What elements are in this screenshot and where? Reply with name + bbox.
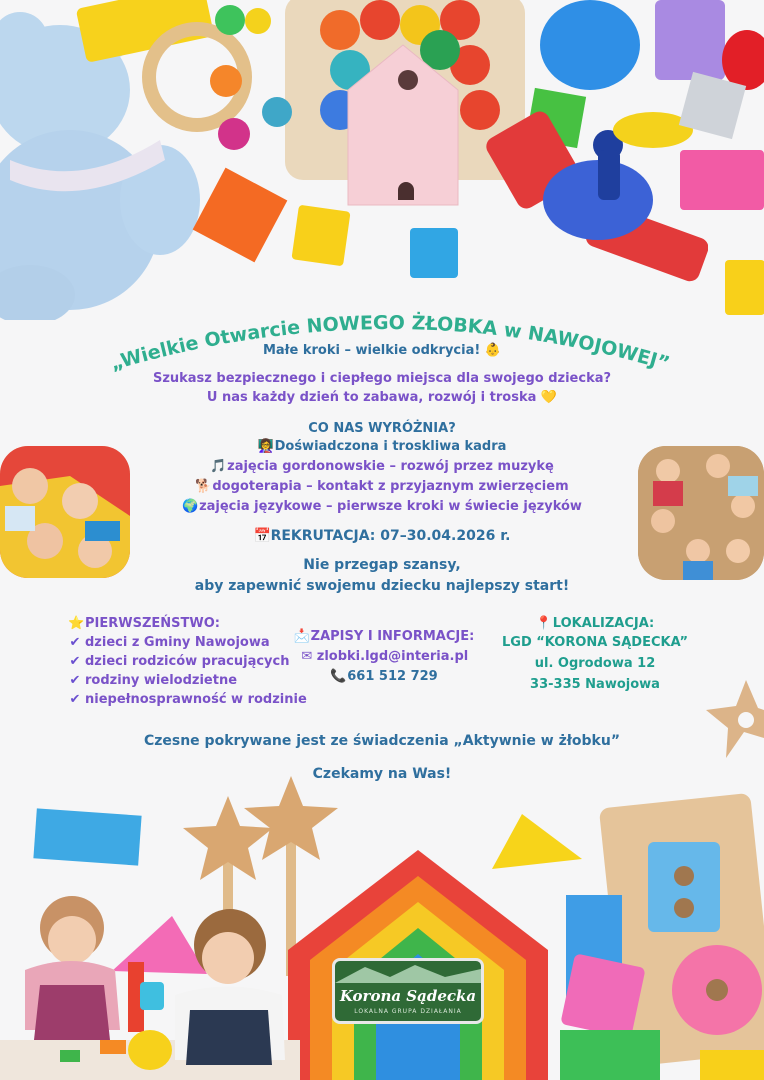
phone-icon: 📞 <box>330 669 347 684</box>
pink-lego-toy <box>560 953 645 1038</box>
toy-airplane <box>478 90 708 300</box>
recruitment-text: REKRUTACJA: 07–30.04.2026 r. <box>270 528 511 544</box>
contact-email[interactable]: ✉ zlobki.lgd@interia.pl <box>301 649 469 664</box>
bead-toy <box>210 65 242 97</box>
calendar-icon: 📅 <box>253 528 272 544</box>
priority-heading: ⭐PIERWSZEŃSTWO: <box>68 616 220 631</box>
check-icon: ✔ <box>69 692 81 707</box>
contact-phone[interactable]: 📞661 512 729 <box>330 669 438 684</box>
location-heading: 📍LOKALIZACJA: <box>535 616 655 631</box>
pink-house-toy <box>338 40 468 210</box>
yellow-cube-toy <box>291 205 350 267</box>
yellow-lego-toy <box>725 260 764 315</box>
contact-section <box>286 628 482 686</box>
location-city: 33-335 Nawojowa <box>530 677 660 692</box>
star-icon: ⭐ <box>68 616 85 631</box>
funding-note: Czesne pokrywane jest ze świadczenia „Aktywnie w żłobku” <box>143 733 621 749</box>
envelope-icon: ✉ <box>301 649 313 664</box>
blue-peg-block-toy <box>648 842 720 932</box>
feature-item: 🌍zajęcia językowe – pierwsze kroki w świecie języków <box>182 499 582 514</box>
features-heading: CO NAS WYRÓŻNIA? <box>308 421 456 436</box>
feature-item: 👩‍🏫Doświadczona i troskliwa kadra <box>257 439 507 454</box>
priority-item: ✔ niepełnosprawność w rodzinie <box>69 692 307 707</box>
bead-toy <box>215 5 245 35</box>
teacher-icon: 👩‍🏫 <box>257 439 274 454</box>
wooden-star-toy <box>706 680 764 760</box>
babies-photo <box>0 446 130 578</box>
recruitment-banner <box>132 528 632 544</box>
priority-item: ✔ dzieci rodziców pracujących <box>69 654 290 669</box>
location-name: LGD “KORONA SĄDECKA” <box>501 635 688 650</box>
check-icon: ✔ <box>69 673 81 688</box>
check-icon: ✔ <box>69 635 81 650</box>
green-block-toy <box>560 1030 660 1080</box>
blue-cube-toy <box>410 228 458 278</box>
yellow-block-toy <box>700 1050 764 1080</box>
priority-item: ✔ dzieci z Gminy Nawojowa <box>69 635 270 650</box>
lego-brick-toy <box>655 0 725 80</box>
contact-heading: 📩ZAPISY I INFORMACJE: <box>293 629 475 644</box>
music-note-icon: 🎵 <box>210 459 227 474</box>
features-list <box>132 438 632 516</box>
blue-block-toy <box>33 808 141 865</box>
priority-section <box>68 615 308 709</box>
dog-icon: 🐕 <box>195 479 212 494</box>
intro-line-1: Szukasz bezpiecznego i ciepłego miejsca dla swojego dziecka? <box>152 371 612 386</box>
pink-block-toy <box>680 150 764 210</box>
logo-name: Korona Sądecka <box>339 987 477 1005</box>
kids-circle-photo <box>638 446 764 580</box>
globe-icon: 🌍 <box>182 499 199 514</box>
inbox-icon: 📩 <box>293 629 310 644</box>
feature-item: 🐕dogoterapia – kontakt z przyjaznym zwierzęciem <box>195 479 569 494</box>
intro-line-2: U nas każdy dzień to zabawa, rozwój i troska 💛 <box>206 390 558 405</box>
closing-text: Czekamy na Was! <box>312 766 452 782</box>
cta-line-1: Nie przegap szansy, <box>303 557 461 573</box>
pink-ring-toy <box>672 945 762 1035</box>
feature-item: 🎵zajęcia gordonowskie – rozwój przez muzykę <box>210 459 554 474</box>
cta-line-2: aby zapewnić swojemu dziecku najlepszy start! <box>194 578 570 594</box>
logo-subtitle: LOKALNA GRUPA DZIAŁANIA <box>354 1008 462 1015</box>
blue-ball-toy <box>540 0 640 90</box>
bead-toy <box>218 118 250 150</box>
location-street: ul. Ogrodowa 12 <box>534 656 656 671</box>
pin-icon: 📍 <box>535 616 552 631</box>
korona-sadecka-logo <box>332 958 484 1024</box>
children-playing-photo <box>0 890 300 1080</box>
check-icon: ✔ <box>69 654 81 669</box>
location-section <box>500 615 690 694</box>
bead-toy <box>245 8 271 34</box>
title-text: „Wielkie Otwarcie NOWEGO ŻŁOBKA w NAWOJOWEJ” <box>107 311 673 376</box>
tagline: Małe kroki – wielkie odkrycia! 👶 <box>262 343 502 358</box>
bead-toy <box>262 97 292 127</box>
priority-item: ✔ rodziny wielodzietne <box>69 673 238 688</box>
